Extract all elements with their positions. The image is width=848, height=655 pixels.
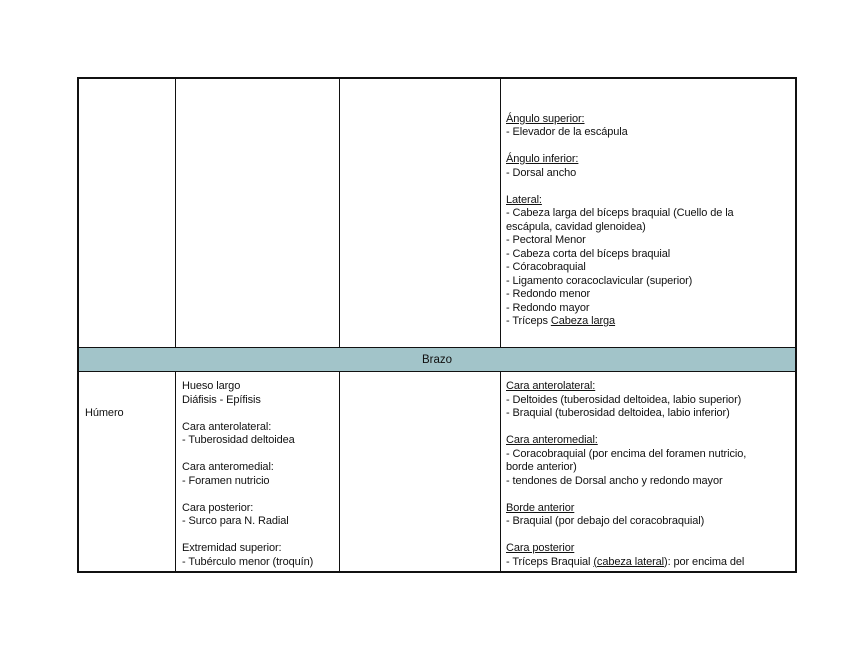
text-line: - Redondo menor — [506, 288, 591, 300]
text-line: Diáfisis - Epífisis — [182, 393, 261, 406]
text-line: escápula, cavidad glenoidea) — [506, 220, 646, 233]
column-divider-3 — [500, 79, 501, 347]
top-row-col4-cell — [506, 99, 791, 329]
text-line: - Braquial (por debajo del coracobraquial) — [506, 515, 705, 527]
text-line: - Córacobraquial — [506, 261, 586, 273]
text-line: - Dorsal ancho — [506, 166, 577, 179]
text-line — [506, 315, 791, 329]
subheading-line: Cara anteromedial: — [506, 434, 598, 446]
underlined-text: Cabeza larga — [550, 315, 616, 327]
text-line: - Tubérculo menor (troquín) — [182, 555, 314, 568]
text-fragment: - Tríceps — [506, 315, 551, 327]
blank-line — [506, 99, 791, 113]
text-line: - Cabeza corta del bíceps braquial — [506, 247, 671, 260]
blank-line — [506, 488, 791, 502]
text-line: borde anterior) — [506, 461, 577, 473]
text-fragment: - Tríceps Braquial — [506, 555, 594, 568]
blank-line — [182, 529, 334, 543]
text-line: - Coracobraquial (por encima del foramen nutricio, — [506, 447, 747, 460]
blank-line — [182, 407, 334, 421]
text-line: - Foramen nutricio — [182, 474, 270, 487]
subheading-line: Cara posterior — [506, 542, 575, 554]
text-line: - Cabeza larga del bíceps braquial (Cuello de la — [506, 207, 734, 219]
text-line: - Deltoides (tuberosidad deltoidea, labio superior) — [506, 393, 742, 406]
anatomy-table — [77, 77, 797, 573]
bone-name: Húmero — [85, 407, 124, 419]
section-header-label: Brazo — [421, 353, 453, 366]
column-divider-2-bottom — [339, 372, 340, 573]
subheading-line: Lateral: — [506, 193, 542, 206]
blank-line — [506, 140, 791, 154]
column-divider-2 — [339, 79, 340, 347]
blank-line — [506, 421, 791, 435]
text-line: - tendones de Dorsal ancho y redondo mayor — [506, 474, 723, 487]
column-divider-3-bottom — [500, 372, 501, 573]
column-divider-1-bottom — [175, 372, 176, 573]
subheading-line: Borde anterior — [506, 501, 575, 514]
text-line: Cara posterior: — [182, 501, 254, 514]
subheading-line: Ángulo inferior: — [506, 153, 579, 165]
text-line: Extremidad superior: — [182, 542, 282, 554]
text-fragment: ): por encima del — [664, 555, 745, 568]
text-line: - Elevador de la escápula — [506, 126, 628, 138]
subheading-line: Ángulo superior: — [506, 112, 585, 125]
column-divider-1 — [175, 79, 176, 347]
section-header-row — [79, 347, 795, 372]
subheading-line: Cara anterolateral: — [506, 380, 596, 392]
bottom-row-col4-cell — [506, 380, 791, 569]
text-line: - Redondo mayor — [506, 301, 590, 314]
blank-line — [182, 488, 334, 502]
text-line: Cara anterolateral: — [182, 420, 272, 433]
underlined-text: (cabeza lateral — [593, 555, 665, 568]
text-line: - Pectoral Menor — [506, 234, 586, 246]
blank-line — [182, 448, 334, 462]
bottom-row-col2-cell — [182, 380, 334, 569]
bottom-row-bone-cell — [85, 380, 171, 448]
text-line — [506, 556, 791, 570]
text-line: - Braquial (tuberosidad deltoidea, labio inferior) — [506, 407, 730, 419]
text-line: - Tuberosidad deltoidea — [182, 434, 295, 446]
text-line: - Ligamento coracoclavicular (superior) — [506, 274, 693, 287]
text-line: Hueso largo — [182, 380, 241, 392]
blank-line — [506, 529, 791, 543]
text-line: - Surco para N. Radial — [182, 515, 289, 527]
blank-line — [506, 180, 791, 194]
text-line: Cara anteromedial: — [182, 461, 274, 473]
